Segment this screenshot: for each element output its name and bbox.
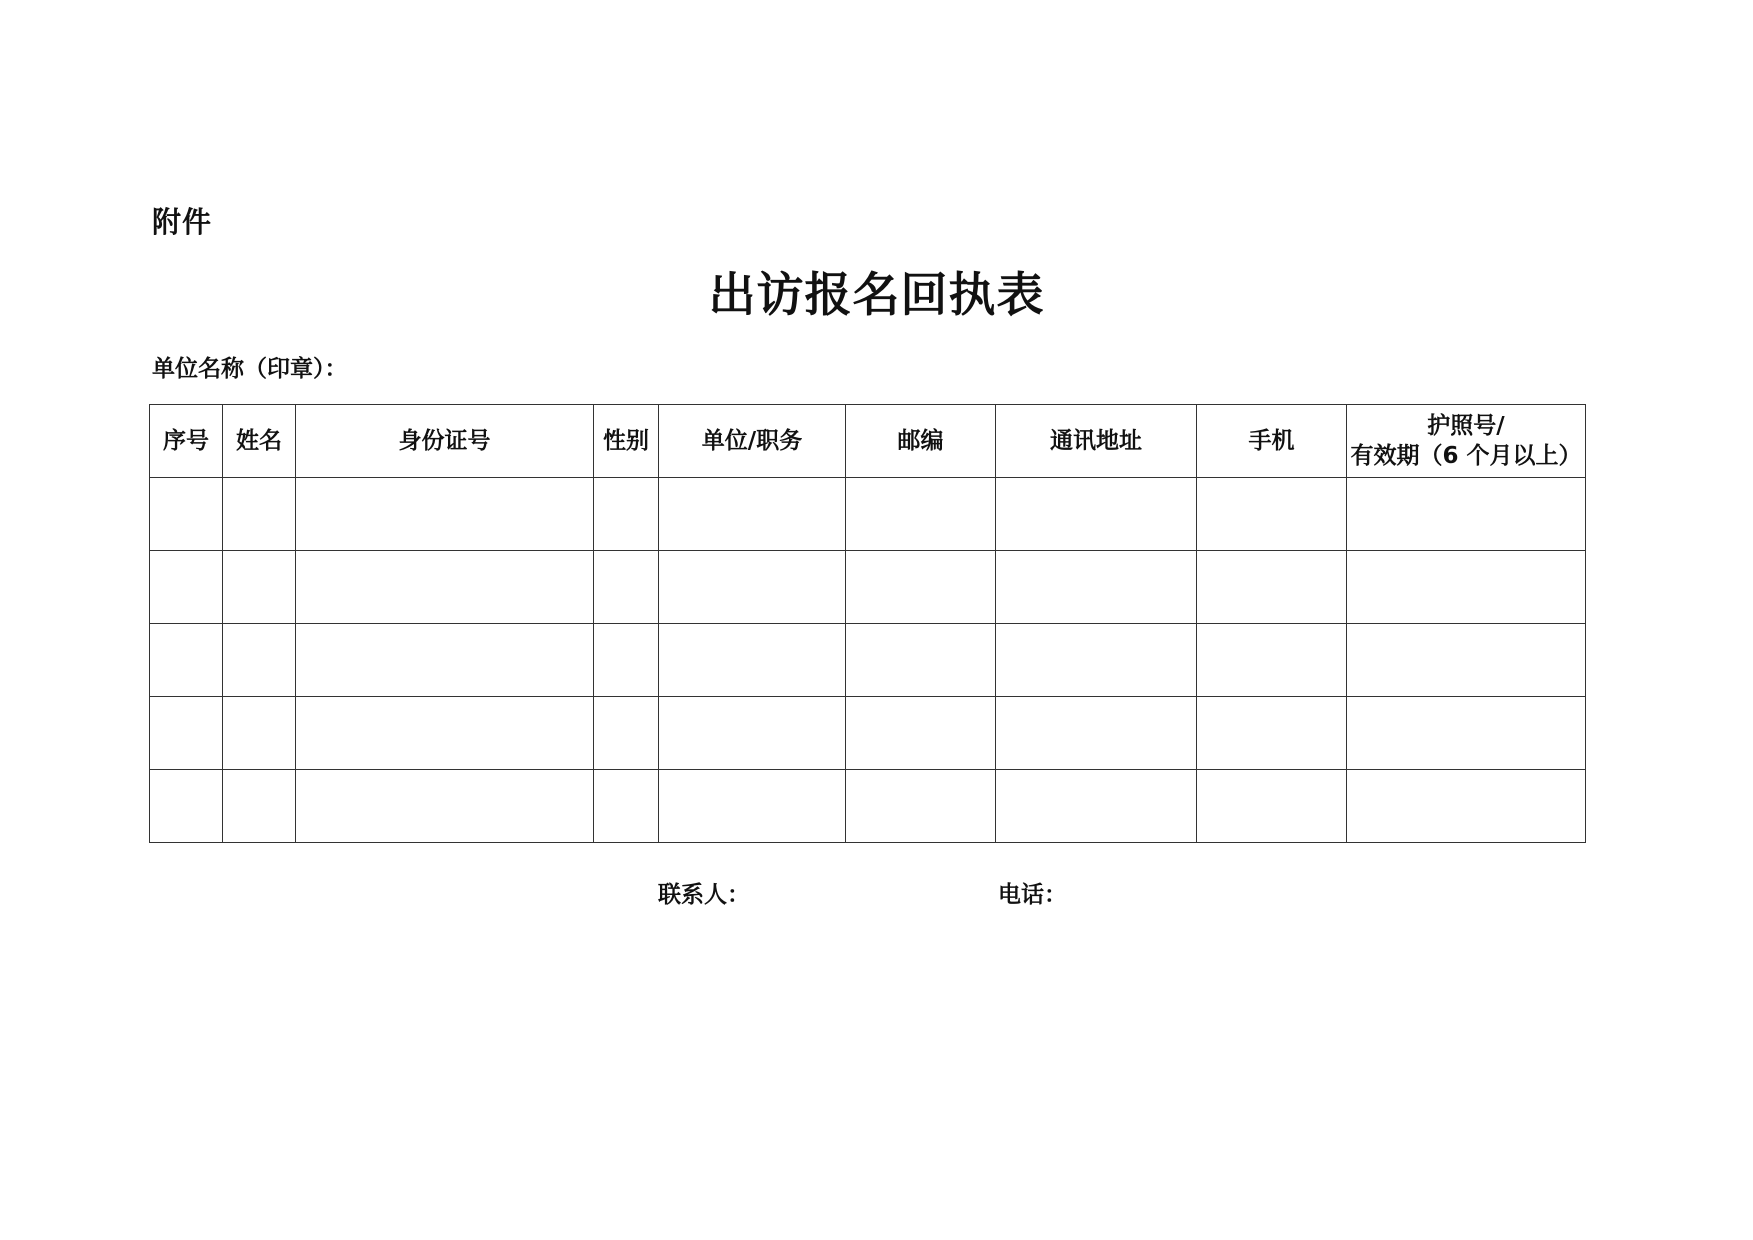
- table-cell[interactable]: [223, 478, 296, 551]
- header-address: 通讯地址: [996, 405, 1197, 478]
- unit-name-label: 单位名称（印章）：: [152, 356, 348, 382]
- table-cell[interactable]: [996, 551, 1197, 624]
- table-cell[interactable]: [1197, 770, 1347, 843]
- table-cell[interactable]: [846, 624, 996, 697]
- table-row: [150, 624, 1586, 697]
- table-cell[interactable]: [846, 478, 996, 551]
- table-cell[interactable]: [594, 624, 659, 697]
- table-cell[interactable]: [594, 551, 659, 624]
- table-row: [150, 478, 1586, 551]
- table-cell[interactable]: [150, 551, 223, 624]
- table-cell[interactable]: [1347, 624, 1586, 697]
- table-cell[interactable]: [296, 624, 594, 697]
- table-cell[interactable]: [223, 624, 296, 697]
- table-cell[interactable]: [1347, 770, 1586, 843]
- table-cell[interactable]: [296, 551, 594, 624]
- table-cell[interactable]: [996, 624, 1197, 697]
- table-cell[interactable]: [1347, 551, 1586, 624]
- header-gender: 性别: [594, 405, 659, 478]
- table-cell[interactable]: [659, 624, 846, 697]
- page-title: 出访报名回执表: [708, 268, 1045, 323]
- table-cell[interactable]: [1347, 478, 1586, 551]
- table-cell[interactable]: [296, 478, 594, 551]
- header-mobile: 手机: [1197, 405, 1347, 478]
- table-cell[interactable]: [846, 697, 996, 770]
- header-unit-position: 单位/职务: [659, 405, 846, 478]
- table-cell[interactable]: [659, 697, 846, 770]
- table-cell[interactable]: [1197, 551, 1347, 624]
- table-cell[interactable]: [996, 478, 1197, 551]
- table-cell[interactable]: [296, 770, 594, 843]
- header-passport-line1: 护照号/: [1427, 413, 1505, 439]
- table-cell[interactable]: [223, 697, 296, 770]
- table-cell[interactable]: [1197, 478, 1347, 551]
- table-cell[interactable]: [1347, 697, 1586, 770]
- header-postcode: 邮编: [846, 405, 996, 478]
- table-cell[interactable]: [846, 770, 996, 843]
- table-cell[interactable]: [594, 478, 659, 551]
- registration-table: [149, 404, 1586, 843]
- table-cell[interactable]: [1197, 697, 1347, 770]
- table-cell[interactable]: [150, 624, 223, 697]
- table-cell[interactable]: [846, 551, 996, 624]
- table-cell[interactable]: [659, 478, 846, 551]
- phone-label: 电话：: [998, 882, 1067, 908]
- table-cell[interactable]: [1197, 624, 1347, 697]
- header-seq: 序号: [150, 405, 223, 478]
- table-cell[interactable]: [150, 770, 223, 843]
- header-id-number: 身份证号: [296, 405, 594, 478]
- table-cell[interactable]: [296, 697, 594, 770]
- header-name: 姓名: [223, 405, 296, 478]
- table-cell[interactable]: [223, 770, 296, 843]
- table-row: [150, 551, 1586, 624]
- table-row: [150, 697, 1586, 770]
- table-cell[interactable]: [150, 478, 223, 551]
- contact-person-label: 联系人：: [658, 882, 750, 908]
- table-cell[interactable]: [659, 770, 846, 843]
- table-header-row: [150, 405, 1586, 478]
- table-row: [150, 770, 1586, 843]
- table-cell[interactable]: [594, 697, 659, 770]
- table-cell[interactable]: [996, 697, 1197, 770]
- header-passport-validity: [1347, 405, 1586, 478]
- table-cell[interactable]: [996, 770, 1197, 843]
- header-passport-line2: 有效期（6 个月以上）: [1350, 443, 1582, 469]
- table-cell[interactable]: [594, 770, 659, 843]
- table-cell[interactable]: [659, 551, 846, 624]
- table-cell[interactable]: [150, 697, 223, 770]
- table-cell[interactable]: [223, 551, 296, 624]
- attachment-label: 附件: [152, 205, 213, 239]
